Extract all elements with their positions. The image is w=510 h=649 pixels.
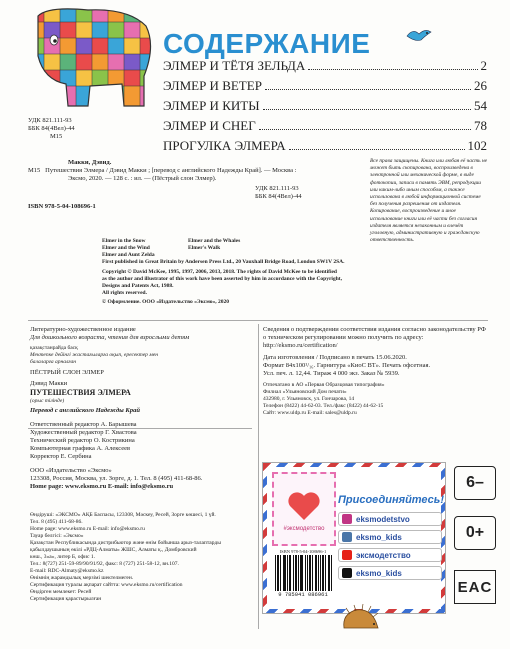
biblio-record bbox=[28, 159, 348, 211]
social-handle bbox=[338, 548, 442, 562]
print-run: Усл. печ. л. 12,44. Тираж 4 000 экз. Заказ № 5939. bbox=[263, 370, 400, 377]
copyright-notice: Все права защищены. Книга или любая её часть не может быть скопирована, воспроизведена в электронной или механической форме, в виде фотокопии, записи в память ЭВМ, репродукции или каким-либо иным способом, а также использована в любой информационной системе без получения разрешения от издателя. Копирование, воспроизведение и иное использование книги или её части без согласия издателя является незаконным и влечёт уголовную, административную и гражданскую ответственность. bbox=[370, 158, 488, 244]
orig-copyright2: as the author and illustrator of this work have been asserted by him in accordance with the Copyright, bbox=[102, 276, 342, 282]
toc-item-title: ЭЛМЕР И ВЕТЕР bbox=[163, 78, 262, 93]
genre: Литературно-художественное издание bbox=[30, 326, 136, 333]
toc-item-page: 102 bbox=[467, 138, 487, 153]
toc-item-page: 78 bbox=[474, 118, 487, 133]
biblio-bbk2: ББК 84(4Вел)-44 bbox=[255, 193, 302, 200]
orig-copyright: Copyright © David McKee, 1995, 1997, 2006, 2013, 2018. The rights of David McKee to be identified bbox=[102, 269, 337, 275]
bird-icon bbox=[405, 26, 433, 44]
biblio-author: Макки, Дэвид. bbox=[68, 159, 112, 166]
toc-title: СОДЕРЖАНИЕ bbox=[163, 28, 371, 59]
age-rating-0 bbox=[454, 516, 496, 550]
maker-line: Өнімнің жарамдылық мерзімі шектелмеген. bbox=[30, 575, 134, 581]
toc-item-title: ЭЛМЕР И КИТЫ bbox=[163, 98, 260, 113]
eac-text: EAC bbox=[457, 578, 493, 596]
biblio-udk2: УДК 821.111-93 bbox=[255, 185, 299, 192]
print-date: Дата изготовления / Подписано в печать 15.06.2020. bbox=[263, 354, 407, 361]
divider bbox=[258, 324, 259, 629]
toc-item-title: ЭЛМЕР И СНЕГ bbox=[163, 118, 256, 133]
barcode bbox=[272, 548, 334, 606]
toc-item-page: 2 bbox=[480, 58, 487, 73]
toc-item-page: 54 bbox=[474, 98, 487, 113]
biblio-code: М15 bbox=[28, 167, 41, 174]
kaz-line3: балаларға арналған bbox=[30, 359, 76, 365]
maker-line: Тел.: 8(727) 251-59-89/90/91/92, факс: 8 (727) 251-58-12, вн.107. bbox=[30, 561, 179, 567]
eac-mark bbox=[454, 570, 496, 604]
staff-line: Компьютерная графика А. Алексеев bbox=[30, 445, 131, 452]
maker-line: E-mail: RDC-Almaty@eksmo.kz bbox=[30, 568, 104, 574]
maker-line: Сертификация туралы ақпарат сайтта: www.eksmo.ru/certification bbox=[30, 582, 183, 588]
heart-icon bbox=[284, 486, 324, 526]
stamp-label: #эксмодетство bbox=[283, 526, 325, 532]
toc-leader bbox=[263, 100, 471, 110]
orig-title: Elmer and the Whales bbox=[188, 238, 241, 244]
imprint-right bbox=[263, 326, 489, 417]
orig-title: Elmer and Aunt Zelda bbox=[102, 252, 155, 258]
book-author: Дэвид Макки bbox=[30, 380, 68, 387]
toc-item bbox=[163, 98, 487, 114]
publisher-address: 123308, Россия, Москва, ул. Зорге, д. 1. Тел. 8 (495) 411-68-86. bbox=[30, 475, 203, 482]
staff-line: Технический редактор О. Кострикина bbox=[30, 437, 135, 444]
maker-line: қабылдаушының өкілі «РДЦ-Алматы» ЖШС, Алматы қ., Домбровский bbox=[30, 547, 197, 553]
divider bbox=[28, 320, 488, 321]
publisher-name: ООО «Издательство «Эксмо» bbox=[30, 467, 112, 474]
social-handle bbox=[338, 530, 442, 544]
join-label: Присоединяйтесь! bbox=[338, 494, 444, 506]
social-handle-text: eksmodetstvo bbox=[356, 514, 410, 524]
toc-leader bbox=[259, 120, 471, 130]
udk-code: УДК 821.111-93 bbox=[28, 117, 72, 124]
toc-leader bbox=[289, 140, 465, 150]
orig-title: Elmer in the Snow bbox=[102, 238, 146, 244]
orig-title: Elmer's Walk bbox=[188, 245, 221, 251]
maker-line: Home page: www.eksmo.ru E-mail: info@eksmo.ru bbox=[30, 526, 145, 532]
original-titles bbox=[102, 238, 392, 306]
biblio-line2: Эксмо, 2020. — 128 с. : ил. — (Пёстрый слон Элмер). bbox=[68, 175, 217, 182]
barcode-bars bbox=[272, 555, 334, 591]
printer-line: Филиал «Ульяновский Дом печати» bbox=[263, 389, 347, 395]
orig-titles-col2 bbox=[188, 238, 240, 259]
social-handle-text: eksmo_kids bbox=[356, 568, 402, 578]
barcode-isbn: ISBN 978-5-04-108696-1 bbox=[279, 549, 327, 554]
maker-line: Қазақстан Республикасында дистрибьютор және өнім бойынша арыз-талаптарды bbox=[30, 540, 221, 546]
orig-titles-col1 bbox=[102, 238, 188, 259]
social-handle-text: эксмодетство bbox=[356, 550, 411, 560]
toc-item-title: ПРОГУЛКА ЭЛМЕРА bbox=[163, 138, 286, 153]
bbk-code: ББК 84(4Вел)-44 bbox=[28, 125, 75, 132]
maker-info bbox=[30, 512, 256, 603]
social-handle-text: eksmo_kids bbox=[356, 532, 402, 542]
tiktok-icon bbox=[342, 568, 352, 578]
print-format: Формат 84x100¹/₁₆. Гарнитура «КиоС ВТ». Печать офсетная. bbox=[263, 362, 431, 369]
printer-line: Отпечатано в АО «Первая Образцовая типография» bbox=[263, 382, 385, 388]
printer-line: 432980, г. Ульяновск, ул. Гончарова, 14 bbox=[263, 396, 355, 402]
toc-leader bbox=[308, 60, 477, 70]
toc-item bbox=[163, 138, 487, 154]
kaz-line2: Мектепке дейінгі жастағыларға оқып, ересектер мен bbox=[30, 352, 158, 358]
book-subtitle: (орыс тілінде) bbox=[30, 398, 65, 404]
social-handle bbox=[338, 512, 442, 526]
staff-line: Художественный редактор Г. Хвастова bbox=[30, 429, 137, 436]
social-handle bbox=[338, 566, 442, 580]
orig-copyright3: Designs and Patents Act, 1988. bbox=[102, 283, 174, 289]
toc-leader bbox=[265, 80, 471, 90]
toc-item-title: ЭЛМЕР И ТЁТЯ ЗЕЛЬДА bbox=[163, 58, 306, 73]
age-note: Для дошкольного возраста, чтения для взрослыми детям bbox=[30, 334, 190, 341]
orig-design: © Оформление. ООО «Издательство «Эксмо», 2020 bbox=[102, 299, 230, 305]
toc-item-page: 26 bbox=[474, 78, 487, 93]
kaz-line1: қазақстанрайда басқ bbox=[30, 345, 78, 351]
orig-published: First published in Great Britain by Andersen Press Ltd., 20 Vauxhall Bridge Road, London SW1V 2SA. bbox=[102, 259, 345, 265]
vk-icon bbox=[342, 532, 352, 542]
toc-item bbox=[163, 118, 487, 134]
staff-line: Ответственный редактор А. Барышева bbox=[30, 421, 137, 428]
staff-list bbox=[30, 421, 256, 461]
toc-item bbox=[163, 78, 487, 94]
barcode-bar bbox=[331, 555, 332, 591]
udk-block bbox=[28, 117, 158, 141]
age-rating-6 bbox=[454, 466, 496, 500]
toc-item bbox=[163, 58, 487, 74]
age-rating-0-text: 0+ bbox=[465, 524, 485, 541]
maker-line: Өндіруші: «ЭКСМО» АҚБ Баспасы, 123308, Мәскеу, Ресей, Зорге көшесі, 1 үй. bbox=[30, 512, 216, 518]
series-name: ПЁСТРЫЙ СЛОН ЭЛМЕР bbox=[30, 369, 104, 376]
orig-rights: All rights reserved. bbox=[102, 290, 147, 296]
imprint-left bbox=[30, 326, 256, 491]
printer-line: Телефон (8422) 44-62-03. Тел./факс (8422) 44-62-15 bbox=[263, 403, 384, 409]
maker-line: Тауар белгісі: «Эксмо» bbox=[30, 533, 84, 539]
youtube-icon bbox=[342, 550, 352, 560]
m-code: М15 bbox=[50, 133, 63, 140]
biblio-line1 bbox=[28, 167, 348, 175]
maker-line: Тел. 8 (495) 411-68-86. bbox=[30, 519, 83, 525]
maker-line: көш., 3«а», литер Б, офис 1. bbox=[30, 554, 95, 560]
cert-info: Сведения о подтверждении соответствия издания согласно законодательству РФ о техническом регулировании можно получить по адресу: http://eksmo.ru/certification/ bbox=[263, 326, 486, 349]
biblio-desc1: Путешествия Элмера / Дэвид Макки ; [перевод с английского Надежды Край]. — Москва : bbox=[45, 167, 297, 174]
barcode-digits: 9 785041 086961 bbox=[278, 591, 328, 598]
elmer-illustration bbox=[28, 6, 158, 114]
publisher-home: Home page: www.eksmo.ru E-mail: info@eksmo.ru bbox=[30, 483, 174, 490]
social-handles bbox=[338, 512, 442, 584]
translator: Перевод с английского Надежды Край bbox=[30, 407, 140, 414]
biblio-isbn: ISBN 978-5-04-108696-1 bbox=[28, 203, 96, 210]
printer-info bbox=[263, 382, 489, 417]
camera-icon bbox=[342, 514, 352, 524]
stamp bbox=[272, 472, 336, 546]
book-title: ПУТЕШЕСТВИЯ ЭЛМЕРА bbox=[30, 388, 131, 397]
age-rating-6-text: 6– bbox=[466, 474, 484, 491]
hedgehog-illustration bbox=[340, 604, 380, 632]
staff-line: Корректор Е. Сербина bbox=[30, 453, 92, 460]
orig-title: Elmer and the Wind bbox=[102, 245, 150, 251]
maker-line: Өндірген мемлекет: Ресей bbox=[30, 589, 92, 595]
printer-line: Сайт: www.uldp.ru E-mail: sales@uldp.ru bbox=[263, 410, 357, 416]
maker-line: Сертификация қарастырылған bbox=[30, 596, 102, 602]
